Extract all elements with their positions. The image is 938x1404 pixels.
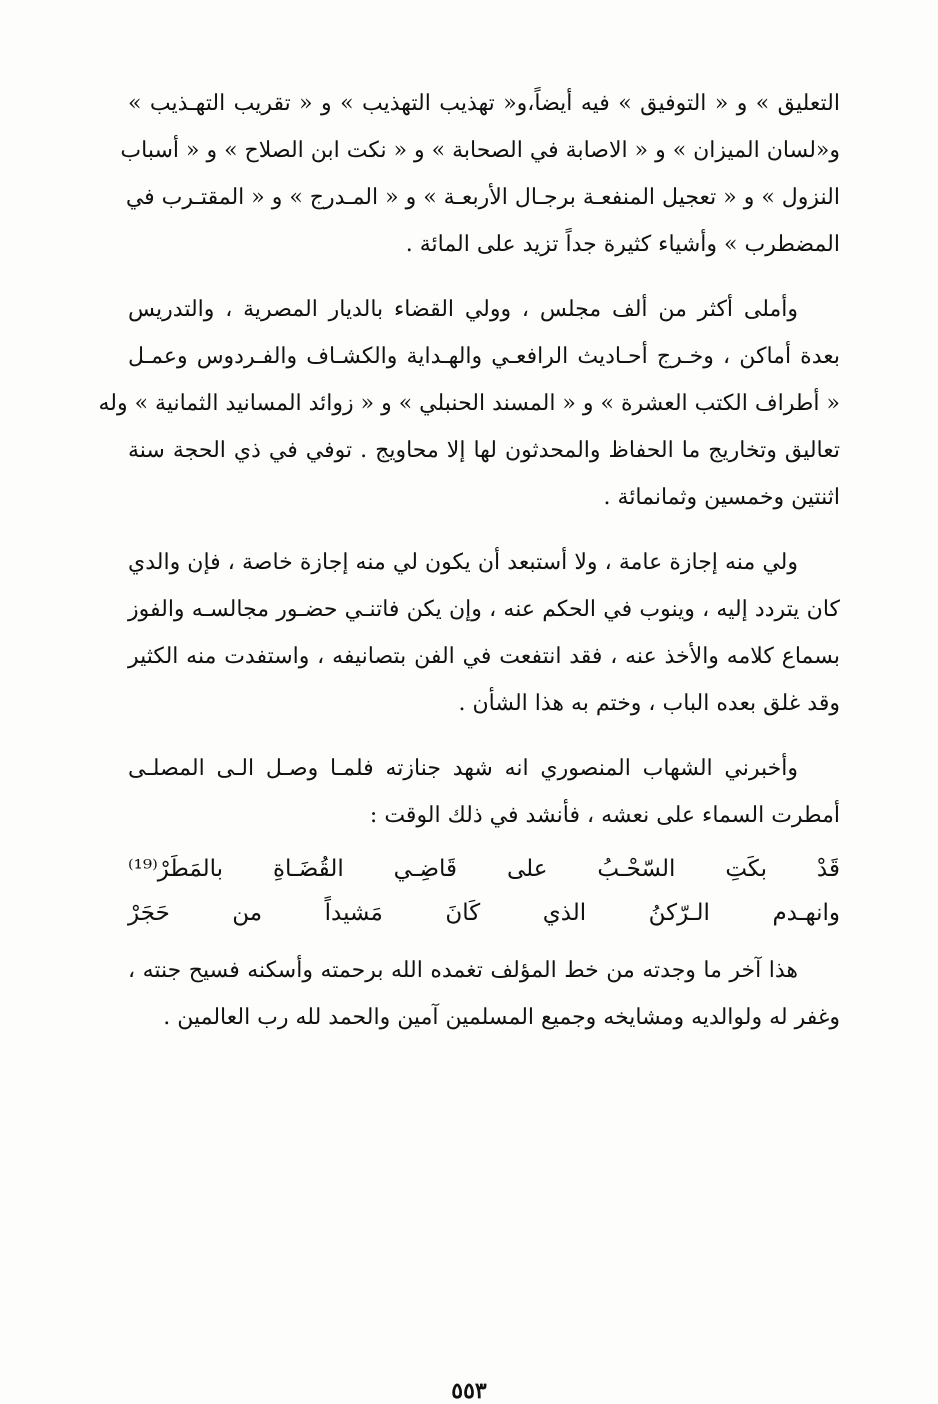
paragraph-2 <box>98 286 840 521</box>
text-line: وغفر له ولوالديه ومشايخه وجميع المسلمين آمين والحمد لله رب العالمين . <box>163 1005 840 1030</box>
verse-word: وانهـدم <box>772 900 840 926</box>
text-line: وقد غلق بعده الباب ، وختم به هذا الشأن . <box>458 691 840 716</box>
text-line: بعدة أماكن ، وخـرج أحـاديث الرافعـي والهـداية والكشـاف والفـردوس وعمـل <box>128 344 840 369</box>
text-line: بسماع كلامه والأخذ عنه ، فقد انتفعت في الفن بتصانيفه ، واستفدت منه الكثير <box>128 644 840 669</box>
verse-word: الـرّكنُ <box>648 900 710 926</box>
closing-paragraph <box>128 947 840 1041</box>
verse-word: بالمَطَرْ⁽¹⁹⁾ <box>128 856 224 882</box>
paragraph-1 <box>120 80 840 268</box>
text-line: هذا آخر ما وجدته من خط المؤلف تغمده الله برحمته وأسكنه فسيح جنته ، <box>128 958 798 983</box>
verse-word: مَشيداً <box>324 900 383 926</box>
text-line: و«لسان الميزان » و « الاصابة في الصحابة » و « نكت ابن الصلاح » و « أسباب <box>120 138 840 163</box>
main-text <box>98 80 840 1041</box>
poem-verse <box>128 847 840 935</box>
text-line: اثنتين وخمسين وثمانمائة . <box>603 485 840 510</box>
paragraph-3 <box>128 539 840 727</box>
paragraph-4 <box>128 745 840 839</box>
verse-word: على <box>506 856 548 882</box>
verse-word: كَانَ <box>445 900 481 926</box>
text-line: ولي منه إجازة عامة ، ولا أستبعد أن يكون لي منه إجازة خاصة ، فإن والدي <box>128 550 798 575</box>
page-number: ٥٥٣ <box>451 1378 487 1404</box>
verse-word: القُضَـاةِ <box>272 856 344 882</box>
verse-word: الذي <box>542 900 587 926</box>
text-line: التعليق » و « التوفيق » فيه أيضاً،و« تهذيب التهذيب » و « تقريب التهـذيب » <box>128 91 840 116</box>
text-line: النزول » و « تعجيل المنفعـة برجـال الأربعـة » و « المـدرج » و « المقتـرب في <box>125 185 840 210</box>
verse-line-1 <box>128 847 840 891</box>
verse-word: قَدْ <box>816 856 840 882</box>
text-line: وأملى أكثر من ألف مجلس ، وولي القضاء بالديار المصرية ، والتدريس <box>128 297 798 322</box>
verse-line-2 <box>128 891 840 935</box>
verse-word: السّحْـبُ <box>597 856 676 882</box>
text-line: كان يتردد إليه ، وينوب في الحكم عنه ، وإن يكن فاتنـي حضـور مجالسـه والفوز <box>128 597 840 622</box>
verse-word: قَاضِـي <box>393 856 458 882</box>
verse-word: حَجَرْ <box>128 900 170 926</box>
text-line: « أطراف الكتب العشرة » و « المسند الحنبلي » و « زوائد المسانيد الثمانية » وله <box>98 391 840 416</box>
text-line: أمطرت السماء على نعشه ، فأنشد في ذلك الوقت : <box>369 803 840 828</box>
text-line: المضطرب » وأشياء كثيرة جداً تزيد على المائة . <box>405 232 840 257</box>
verse-word: من <box>232 900 263 926</box>
text-line: تعاليق وتخاريج ما الحفاظ والمحدثون لها إلا محاويج . توفي في ذي الحجة سنة <box>128 438 840 463</box>
text-line: وأخبرني الشهاب المنصوري انه شهد جنازته فلمـا وصـل الـى المصلـى <box>128 756 798 781</box>
verse-word: بكَتِ <box>725 856 768 882</box>
